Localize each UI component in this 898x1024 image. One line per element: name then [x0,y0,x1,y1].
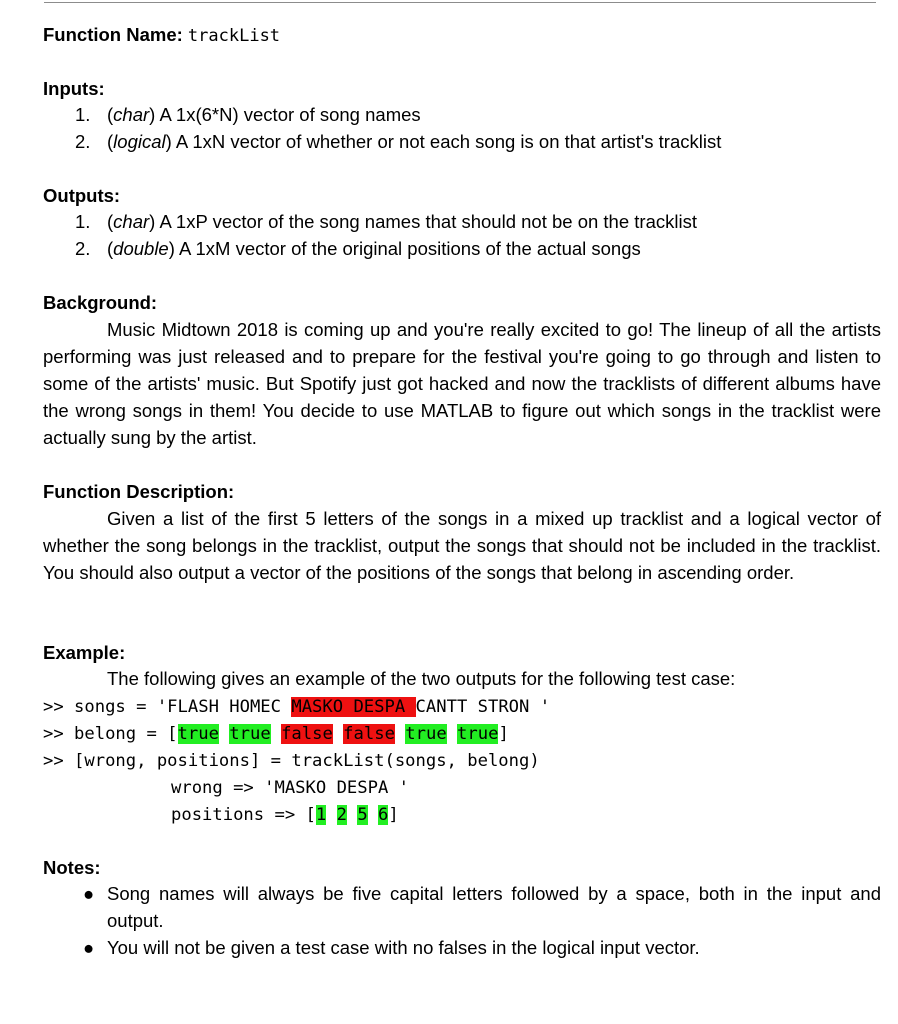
outputs-heading: Outputs: [43,185,121,206]
code-belong-prefix: >> belong = [ [43,724,178,744]
belong-value: false [343,724,395,744]
code-positions-suffix: ] [388,805,399,825]
top-divider [44,2,876,3]
input-type: char [113,104,150,125]
notes-heading: Notes: [43,857,101,878]
output-type: char [113,211,150,232]
description-paragraph: Given a list of the first 5 letters of the songs in a mixed up tracklist and a logical vector of whether the song belongs in the tracklist, output the songs that should not be included in the tracklist. You should also output a vector of the positions of the songs that belong in ascending order. [43,508,881,583]
description-heading: Function Description: [43,481,235,502]
input-description: A 1x(6*N) vector of song names [155,104,421,125]
notes-list [43,880,881,961]
code-songs-highlight: MASKO DESPA [291,697,416,717]
code-line-positions [171,802,399,828]
bullet-icon: ● [83,883,95,904]
list-number: 1. [75,104,91,125]
belong-value: true [229,724,271,744]
code-positions-prefix: positions => [ [171,805,316,825]
output-description: A 1xP vector of the song names that should not be on the tracklist [155,211,697,232]
note-text: Song names will always be five capital letters followed by a space, both in the input and output. [107,883,881,931]
background-paragraph: Music Midtown 2018 is coming up and you're really excited to go! The lineup of all the artists performing was just released and to prepare for the festival you're going to go through and listen to some of the artists' music. But Spotify just got hacked and now the tracklists of different albums have the wrong songs in them! You decide to use MATLAB to figure out which songs in the tracklist were actually sung by the artist. [43,319,881,448]
code-line-wrong: wrong => 'MASKO DESPA ' [171,778,409,798]
note-text: You will not be given a test case with no falses in the logical input vector. [107,937,700,958]
input-item: 2. (logical) A 1xN vector of whether or not each song is on that artist's tracklist [43,129,881,156]
code-line-belong [43,721,509,747]
inputs-heading: Inputs: [43,78,105,99]
function-name-line [43,24,881,47]
list-number: 1. [75,211,91,232]
position-value: 1 [315,805,327,825]
code-songs-prefix: >> songs = 'FLASH HOMEC [43,697,292,717]
example-intro: The following gives an example of the two outputs for the following test case: [107,668,736,689]
bullet-icon: ● [83,937,95,958]
input-item: 1. (char) A 1x(6*N) vector of song names [43,102,881,129]
outputs-list [43,209,881,263]
code-line-call: >> [wrong, positions] = trackList(songs, belong) [43,751,540,771]
example-heading: Example: [43,642,126,663]
belong-value: true [405,724,447,744]
belong-value: true [457,724,499,744]
code-songs-suffix: CANTT STRON ' [415,697,551,717]
position-value: 6 [378,805,389,825]
list-number: 2. [75,131,91,152]
inputs-list [43,102,881,156]
position-value: 2 [336,805,347,825]
function-name-label: Function Name: [43,24,183,45]
input-description: A 1xN vector of whether or not each song is on that artist's tracklist [171,131,722,152]
note-item [43,934,881,961]
belong-value: true [177,724,219,744]
note-item [43,880,881,934]
code-line-songs [43,694,550,720]
output-item: 2. (double) A 1xM vector of the original positions of the actual songs [43,236,881,263]
function-name-value: trackList [187,26,281,46]
list-number: 2. [75,238,91,259]
code-belong-suffix: ] [498,724,509,744]
background-heading: Background: [43,292,158,313]
position-value: 5 [357,805,368,825]
input-type: logical [113,131,166,152]
output-item: 1. (char) A 1xP vector of the song names that should not be on the tracklist [43,209,881,236]
belong-value: false [281,724,333,744]
output-type: double [113,238,169,259]
output-description: A 1xM vector of the original positions of the actual songs [174,238,641,259]
